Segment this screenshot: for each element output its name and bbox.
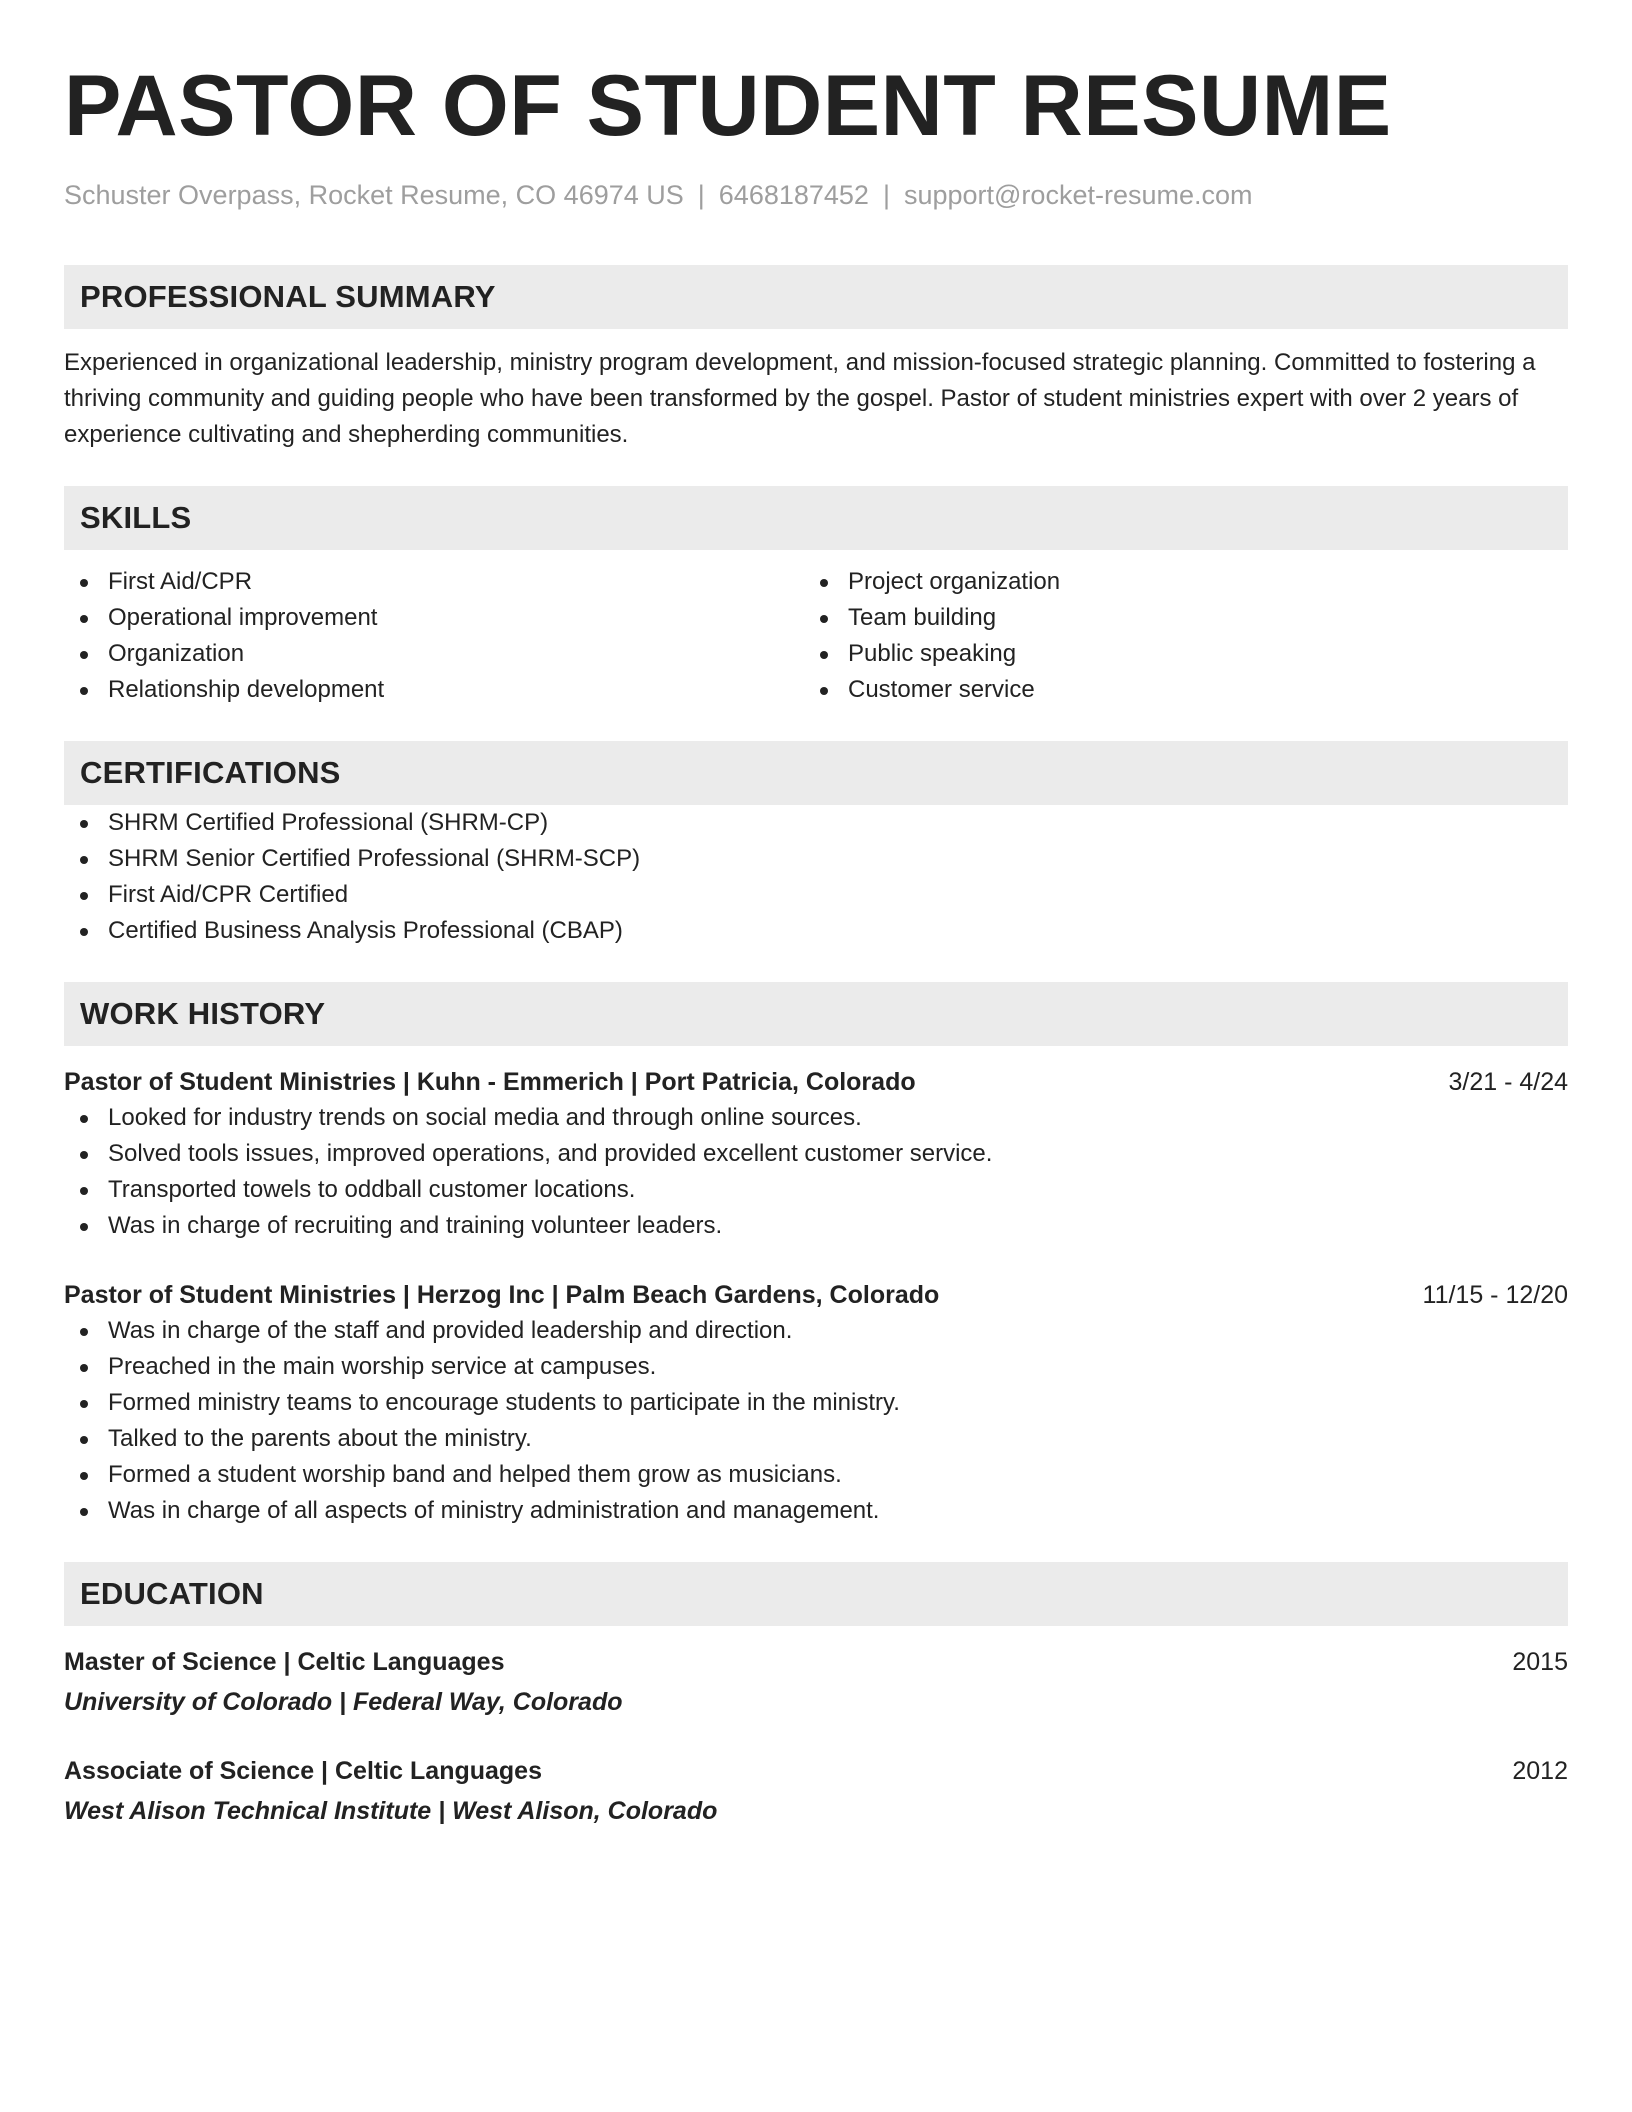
skills-heading: SKILLS xyxy=(64,486,1568,550)
certification-item: First Aid/CPR Certified xyxy=(64,877,1568,913)
work-history-section xyxy=(64,982,1568,1529)
education-school: University of Colorado | Federal Way, Colorado xyxy=(64,1688,623,1716)
skill-item: Relationship development xyxy=(64,672,804,708)
job-bullet: Transported towels to oddball customer locations. xyxy=(64,1172,1568,1208)
certifications-list xyxy=(64,805,1568,949)
education-header xyxy=(64,1753,1568,1789)
job-dates: 3/21 - 4/24 xyxy=(1448,1068,1568,1096)
skills-section xyxy=(64,486,1568,708)
skill-item: First Aid/CPR xyxy=(64,564,804,600)
job-dates: 11/15 - 12/20 xyxy=(1422,1281,1568,1309)
skill-item: Team building xyxy=(804,600,1544,636)
job-bullet: Looked for industry trends on social media and through online sources. xyxy=(64,1100,1568,1136)
summary-text: Experienced in organizational leadership, ministry program development, and mission-focused strategic planning. Committed to fostering a thriving community and guiding people who have been transformed by the gospel. Pastor of student ministries expert with over 2 years of experience cultivating and shepherding communities. xyxy=(64,349,1536,448)
job-bullet: Solved tools issues, improved operations, and provided excellent customer service. xyxy=(64,1136,1568,1172)
education-heading: EDUCATION xyxy=(64,1562,1568,1626)
work-history-heading: WORK HISTORY xyxy=(64,982,1568,1046)
contact-address: Schuster Overpass, Rocket Resume, CO 46974 US xyxy=(64,180,684,210)
job-bullet: Talked to the parents about the ministry. xyxy=(64,1421,1568,1457)
certification-item: SHRM Certified Professional (SHRM-CP) xyxy=(64,805,1568,841)
contact-separator: | xyxy=(882,180,890,210)
education-section xyxy=(64,1562,1568,1829)
skill-item: Project organization xyxy=(804,564,1544,600)
education-year: 2015 xyxy=(1512,1648,1568,1676)
job-bullet: Formed ministry teams to encourage students to participate in the ministry. xyxy=(64,1385,1568,1421)
contact-line xyxy=(64,178,1568,212)
job-entry xyxy=(64,1064,1568,1244)
education-degree: Associate of Science | Celtic Languages xyxy=(64,1757,542,1785)
education-entry xyxy=(64,1753,1568,1829)
contact-phone: 6468187452 xyxy=(718,180,869,210)
skill-item: Customer service xyxy=(804,672,1544,708)
education-degree: Master of Science | Celtic Languages xyxy=(64,1648,505,1676)
job-header xyxy=(64,1064,1568,1100)
education-year: 2012 xyxy=(1512,1757,1568,1785)
summary-section xyxy=(64,265,1568,453)
job-title: Pastor of Student Ministries | Herzog Inc | Palm Beach Gardens, Colorado xyxy=(64,1281,940,1309)
job-bullet: Formed a student worship band and helped them grow as musicians. xyxy=(64,1457,1568,1493)
education-header xyxy=(64,1644,1568,1680)
job-bullet: Was in charge of all aspects of ministry administration and management. xyxy=(64,1493,1568,1529)
job-bullets xyxy=(64,1313,1568,1529)
skill-item: Public speaking xyxy=(804,636,1544,672)
education-school: West Alison Technical Institute | West Alison, Colorado xyxy=(64,1797,718,1825)
job-entry xyxy=(64,1277,1568,1529)
skill-item: Organization xyxy=(64,636,804,672)
skills-column-left xyxy=(64,564,804,708)
summary-heading: PROFESSIONAL SUMMARY xyxy=(64,265,1568,329)
job-bullet: Preached in the main worship service at campuses. xyxy=(64,1349,1568,1385)
job-bullets xyxy=(64,1100,1568,1244)
job-header xyxy=(64,1277,1568,1313)
job-bullet: Was in charge of the staff and provided leadership and direction. xyxy=(64,1313,1568,1349)
job-title: Pastor of Student Ministries | Kuhn - Emmerich | Port Patricia, Colorado xyxy=(64,1068,916,1096)
certifications-heading: CERTIFICATIONS xyxy=(64,741,1568,805)
skills-grid xyxy=(64,564,1568,708)
contact-separator: | xyxy=(697,180,705,210)
certification-item: Certified Business Analysis Professional (CBAP) xyxy=(64,913,1568,949)
certifications-section xyxy=(64,741,1568,949)
education-entry xyxy=(64,1644,1568,1720)
skill-item: Operational improvement xyxy=(64,600,804,636)
certification-item: SHRM Senior Certified Professional (SHRM-SCP) xyxy=(64,841,1568,877)
job-bullet: Was in charge of recruiting and training volunteer leaders. xyxy=(64,1208,1568,1244)
skills-column-right xyxy=(804,564,1544,708)
resume-title: PASTOR OF STUDENT RESUME xyxy=(64,58,1392,154)
contact-email: support@rocket-resume.com xyxy=(903,180,1253,210)
